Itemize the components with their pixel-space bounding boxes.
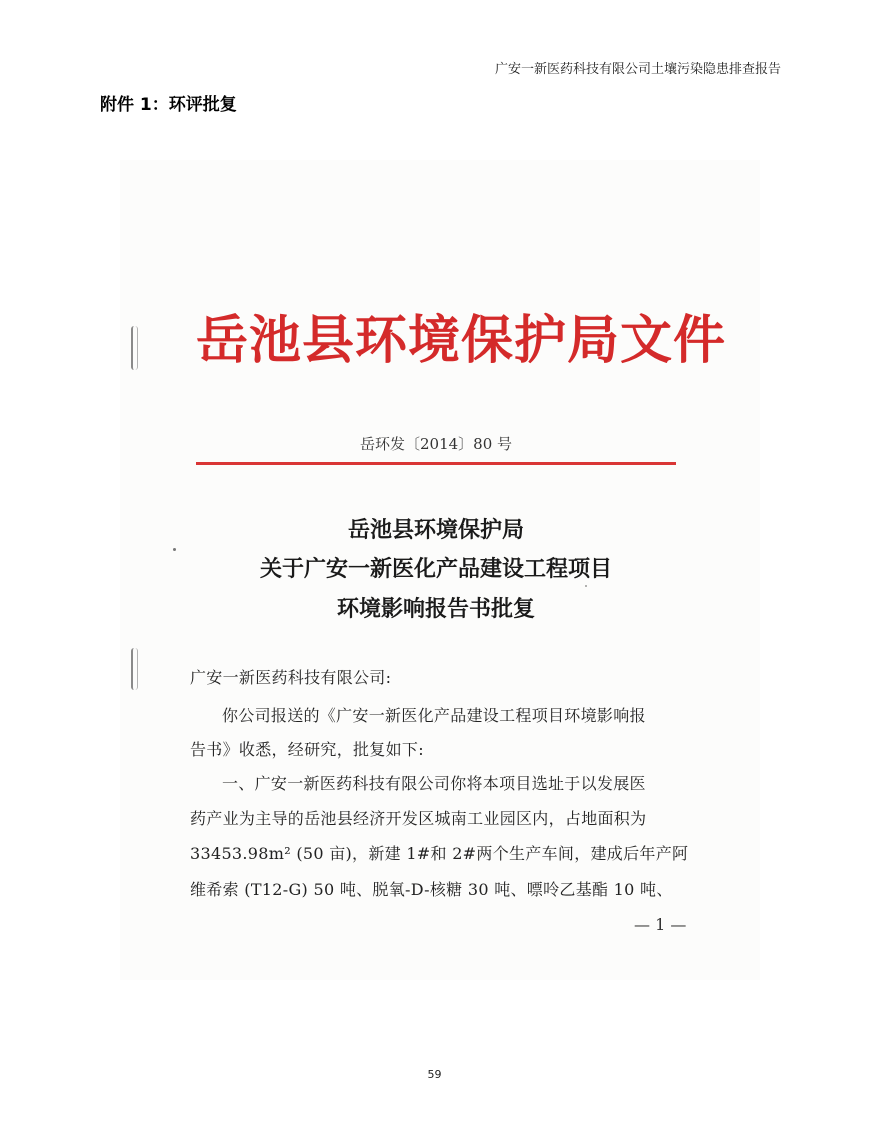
document-title-line-3: 环境影响报告书批复 — [336, 596, 535, 622]
document-masthead: 岳池县环境保护局文件 — [196, 310, 727, 371]
report-header: 广安一新医药科技有限公司土壤污染隐患排查报告 — [494, 62, 781, 77]
binding-staple-top — [131, 326, 138, 370]
attachment-title: 附件 1：环评批复 — [100, 95, 237, 115]
body-line: 你公司报送的《广安一新医化产品建设工程项目环境影响报 — [222, 706, 646, 725]
body-line: 33453.98m² (50 亩)，新建 1#和 2#两个生产车间，建成后年产阿 — [190, 844, 689, 863]
body-line: 维希索 (T12-G) 50 吨、脱氧-D-核糖 30 吨、嘌呤乙基酯 10 吨、 — [190, 880, 673, 899]
body-line: 告书》收悉，经研究，批复如下: — [190, 740, 424, 759]
document-title-line-1: 岳池县环境保护局 — [347, 517, 524, 543]
red-divider-rule — [196, 462, 676, 465]
binding-staple-bottom — [131, 648, 138, 690]
document-title-line-2: 关于广安一新医化产品建设工程项目 — [259, 556, 612, 582]
document-number: 岳环发〔2014〕80 号 — [359, 435, 513, 453]
scan-speck — [585, 585, 587, 587]
page-number: 59 — [427, 1068, 442, 1081]
scan-speck — [173, 548, 176, 551]
body-line: 药产业为主导的岳池县经济开发区城南工业园区内，占地面积为 — [190, 809, 647, 828]
document-addressee: 广安一新医药科技有限公司: — [190, 668, 392, 687]
scanned-page-marker: — 1 — — [634, 915, 687, 934]
body-line: 一、广安一新医药科技有限公司你将本项目选址于以发展医 — [222, 774, 646, 793]
